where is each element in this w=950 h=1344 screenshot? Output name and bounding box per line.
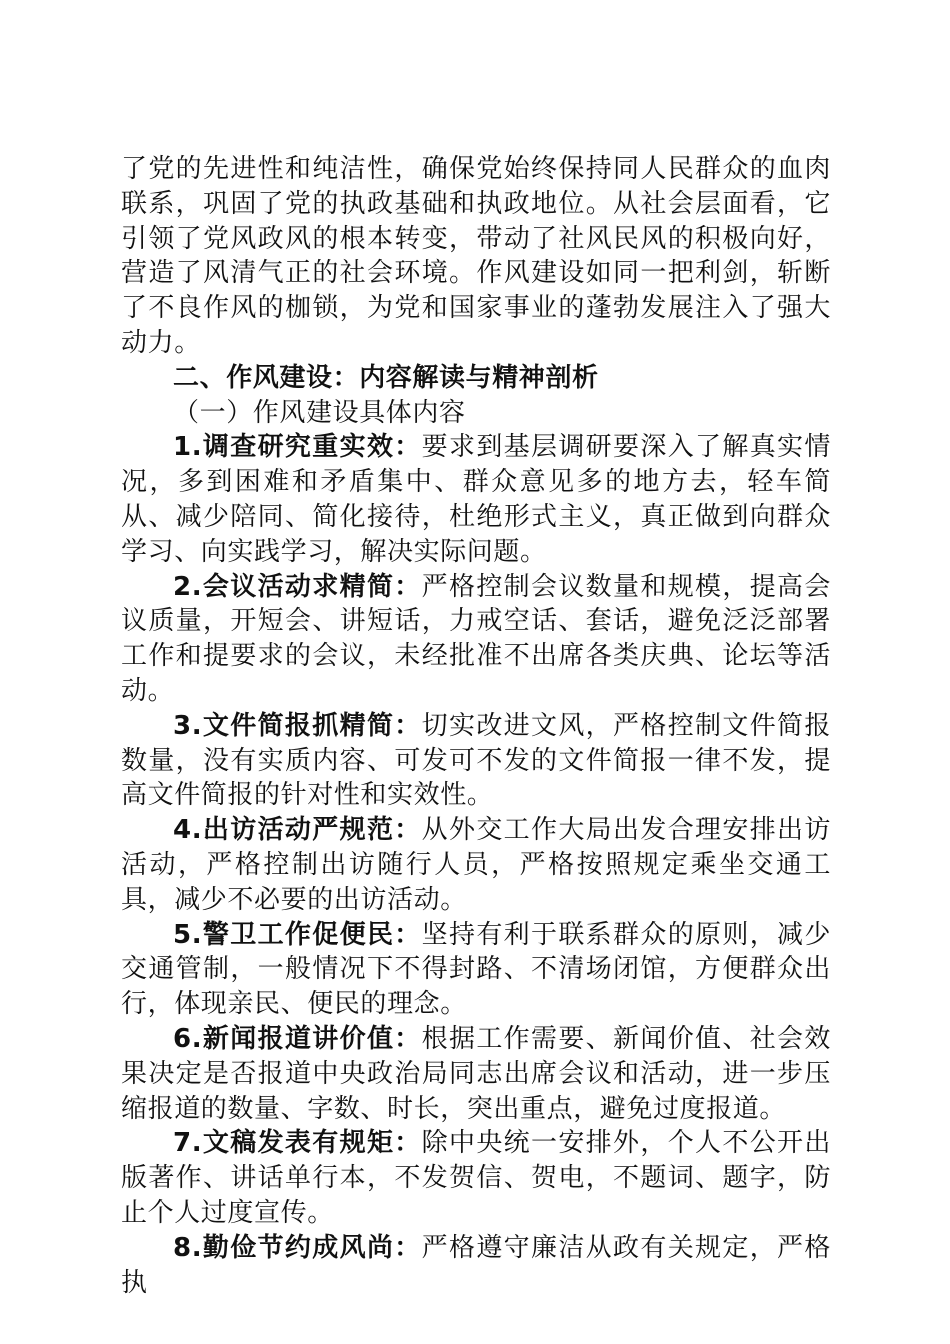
item-lead: 2.会议活动求精简： [173, 571, 422, 602]
document-page [121, 152, 831, 1300]
item-text: 切实改进文风，严格控制文件简报数量，没有实质内容、可发可不发的文件简报一律不发，提高文件简报的针对性和实效性。 [121, 710, 831, 811]
item-lead: 7.文稿发表有规矩： [173, 1128, 422, 1159]
item-lead: 3.文件简报抓精简： [173, 710, 422, 741]
item-text: 要求到基层调研要深入了解真实情况，多到困难和矛盾集中、群众意见多的地方去，轻车简从、减少陪同、简化接待，杜绝形式主义，真正做到向群众学习、向实践学习，解决实际问题。 [121, 432, 831, 567]
item-paragraph [121, 1126, 831, 1230]
item-lead: 8.勤俭节约成风尚： [173, 1232, 422, 1263]
item-text: 根据工作需要、新闻价值、社会效果决定是否报道中央政治局同志出席会议和活动，进一步压缩报道的数量、字数、时长，突出重点，避免过度报道。 [121, 1023, 831, 1124]
intro-paragraph: 了党的先进性和纯洁性，确保党始终保持同人民群众的血肉联系，巩固了党的执政基础和执政地位。从社会层面看，它引领了党风政风的根本转变，带动了社风民风的积极向好，营造了风清气正的社会环境。作风建设如同一把利剑，斩断了不良作风的枷锁，为党和国家事业的蓬勃发展注入了强大动力。 [121, 154, 831, 358]
item-paragraph [121, 430, 831, 569]
item-paragraph [121, 570, 831, 709]
item-lead: 4.出访活动严规范： [173, 815, 422, 846]
item-lead: 5.警卫工作促便民： [173, 919, 422, 950]
item-text: 严格遵守廉洁从政有关规定，严格执 [121, 1232, 831, 1298]
item-paragraph [121, 813, 831, 917]
item-paragraph [121, 1231, 831, 1301]
item-text: 从外交工作大局出发合理安排出访活动，严格控制出访随行人员，严格按照规定乘坐交通工具，减少不必要的出访活动。 [121, 815, 831, 915]
item-paragraph [121, 918, 831, 1022]
item-paragraph [121, 1022, 831, 1126]
item-text: 除中央统一安排外，个人不公开出版著作、讲话单行本，不发贺信、贺电，不题词、题字，防止个人过度宣传。 [121, 1128, 831, 1228]
section-heading: 二、作风建设：内容解读与精神剖析 [173, 362, 599, 393]
item-text: 坚持有利于联系群众的原则，减少交通管制，一般情况下不得封路、不清场闭馆，方便群众出行，体现亲民、便民的理念。 [121, 919, 831, 1020]
item-paragraph [121, 709, 831, 813]
item-lead: 6.新闻报道讲价值： [173, 1023, 422, 1054]
item-lead: 1.调查研究重实效： [173, 432, 422, 463]
item-text: 严格控制会议数量和规模，提高会议质量，开短会、讲短话，力戒空话、套话，避免泛泛部署工作和提要求的会议，未经批准不出席各类庆典、论坛等活动。 [121, 571, 831, 706]
subsection-heading: （一）作风建设具体内容 [173, 397, 466, 428]
